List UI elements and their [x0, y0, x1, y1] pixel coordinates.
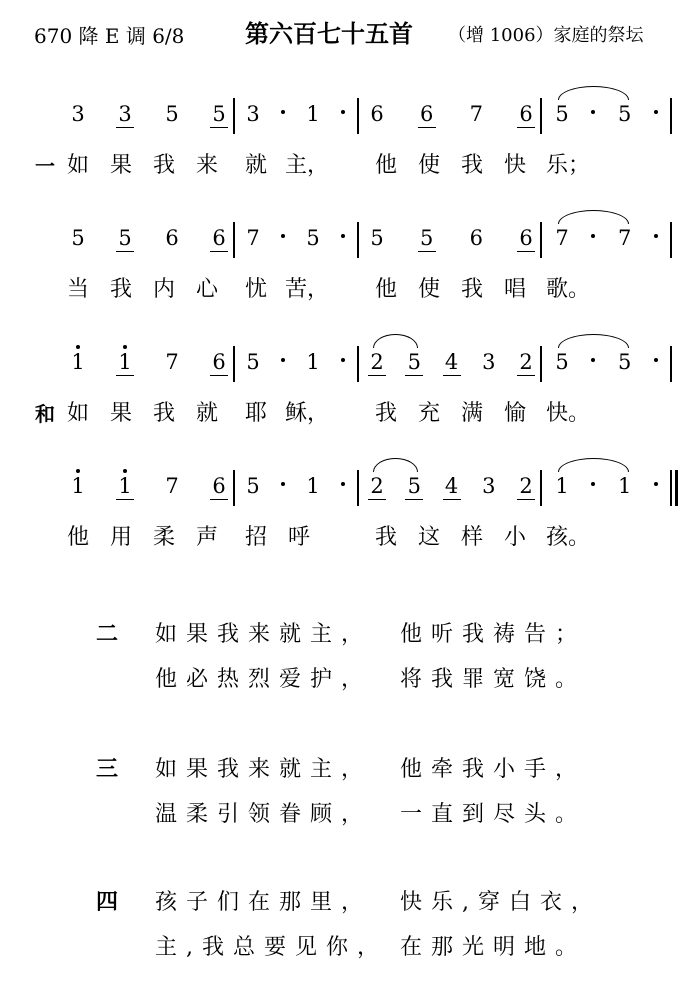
lyric-char: 忧	[244, 277, 267, 302]
note	[552, 350, 572, 374]
verse-lead-marker: 一	[35, 154, 55, 178]
note	[442, 350, 462, 374]
additional-verses	[0, 620, 700, 960]
duration-dot	[654, 358, 658, 362]
duration-dot	[281, 110, 285, 114]
eighth-underline	[116, 499, 134, 500]
note	[552, 102, 572, 126]
lyric-char: 当	[66, 277, 89, 302]
lyric-char: 他	[374, 277, 397, 302]
note	[209, 474, 229, 498]
lyric-char: 招	[244, 525, 267, 550]
barline	[233, 98, 235, 134]
note	[442, 474, 462, 498]
duration-dot	[654, 482, 658, 486]
barline	[670, 346, 672, 382]
lyric-char: 如	[66, 153, 89, 178]
note	[516, 350, 536, 374]
song-title: 第六百七十五首	[245, 20, 413, 48]
note-digit: 3	[482, 350, 496, 374]
eighth-underline	[116, 375, 134, 376]
note	[303, 474, 323, 498]
note-digit: 1	[555, 474, 569, 498]
lyric-char: 用	[109, 525, 132, 550]
verse-number: 三	[96, 757, 119, 782]
note-digit: 6	[165, 226, 179, 250]
eighth-underline	[517, 127, 535, 128]
note	[68, 102, 88, 126]
slur	[558, 86, 629, 100]
verse-line: 孩子们在那里，	[155, 890, 373, 915]
note	[115, 350, 135, 374]
note	[466, 226, 486, 250]
slur	[558, 458, 629, 472]
note	[404, 350, 424, 374]
lyric-char: 我	[109, 277, 132, 302]
lyric-char: 快	[503, 153, 526, 178]
note	[68, 226, 88, 250]
slur	[558, 210, 629, 224]
note	[115, 474, 135, 498]
note-digit: 4	[444, 350, 459, 374]
lyric-char: 充	[417, 401, 440, 426]
lyric-char: 我	[374, 525, 397, 550]
note	[209, 350, 229, 374]
score-system-4	[0, 470, 700, 580]
note	[516, 226, 536, 250]
note	[68, 350, 88, 374]
note-digit: 6	[212, 350, 226, 374]
lyric-char: 果	[109, 401, 132, 426]
lyric-char: 主，	[285, 153, 330, 178]
note	[243, 226, 263, 250]
barline	[670, 470, 672, 506]
note-digit: 6	[519, 226, 533, 250]
lyric-char: 我	[152, 401, 175, 426]
lyric-char: 我	[460, 277, 483, 302]
lyric-char: 使	[417, 153, 440, 178]
note	[303, 350, 323, 374]
barline	[540, 98, 542, 134]
eighth-underline	[517, 375, 535, 376]
lyric-char: 我	[460, 153, 483, 178]
note-digit: 5	[617, 102, 632, 126]
note	[367, 474, 387, 498]
notation-row	[0, 346, 700, 386]
verse-line: 在那光明地。	[400, 935, 587, 960]
eighth-underline	[210, 251, 228, 252]
slur	[373, 458, 418, 472]
song-number-key-meter: 670 降 E 调 6/8	[34, 24, 185, 48]
lyric-char: 呼	[287, 525, 310, 550]
note-digit: 1	[118, 350, 132, 374]
lyric-char: 我	[152, 153, 175, 178]
note-digit: 5	[617, 350, 632, 374]
note-digit: 5	[306, 226, 320, 250]
duration-dot	[654, 110, 658, 114]
note-digit: 6	[212, 226, 226, 250]
note-digit: 5	[407, 474, 421, 498]
note	[479, 350, 499, 374]
lyric-char: 孩。	[546, 525, 591, 550]
note-digit: 7	[165, 474, 179, 498]
note	[615, 350, 635, 374]
lyric-char: 愉	[503, 401, 526, 426]
note	[243, 474, 263, 498]
eighth-underline	[210, 375, 228, 376]
note-digit: 1	[118, 474, 132, 498]
high-octave-dot	[123, 345, 127, 349]
note-digit: 7	[469, 102, 484, 126]
eighth-underline	[418, 127, 436, 128]
notation-row	[0, 470, 700, 510]
barline	[670, 98, 672, 134]
note	[115, 226, 135, 250]
note	[552, 474, 572, 498]
note-digit: 1	[306, 102, 320, 126]
eighth-underline	[418, 251, 436, 252]
note	[303, 226, 323, 250]
verse-line: 他必热烈爱护，	[155, 667, 373, 692]
verse-line: 他听我祷告；	[400, 622, 587, 647]
eighth-underline	[368, 499, 386, 500]
eighth-underline	[517, 499, 535, 500]
eighth-underline	[210, 499, 228, 500]
note	[209, 102, 229, 126]
verse-line: 如果我来就主，	[155, 622, 373, 647]
barline	[357, 346, 359, 382]
lyric-char: 小	[503, 525, 526, 550]
lyric-row	[0, 276, 700, 306]
lyric-char: 他	[66, 525, 89, 550]
note	[466, 102, 486, 126]
note-digit: 5	[555, 350, 569, 374]
high-octave-dot	[123, 469, 127, 473]
note-digit: 2	[519, 350, 533, 374]
barline	[540, 346, 542, 382]
note	[516, 474, 536, 498]
lyric-char: 耶	[244, 401, 267, 426]
verse-line: 快乐,穿白衣，	[400, 890, 602, 915]
song-subtitle: （增 1006）家庭的祭坛	[448, 25, 644, 46]
eighth-underline	[116, 127, 134, 128]
slur	[373, 334, 418, 348]
notation-row	[0, 222, 700, 262]
barline	[540, 470, 542, 506]
note	[243, 102, 263, 126]
note-digit: 7	[617, 226, 632, 250]
note-digit: 5	[419, 226, 434, 250]
lyric-char: 如	[66, 401, 89, 426]
high-octave-dot	[76, 345, 80, 349]
song-header	[0, 14, 700, 50]
note	[162, 226, 182, 250]
lyric-char: 快。	[546, 401, 591, 426]
note-digit: 5	[71, 226, 85, 250]
note	[615, 226, 635, 250]
note	[479, 474, 499, 498]
eighth-underline	[405, 499, 423, 500]
lyric-char: 心	[195, 277, 218, 302]
duration-dot	[281, 482, 285, 486]
barline	[233, 346, 235, 382]
lyric-char: 乐；	[546, 153, 591, 178]
lyric-char: 我	[374, 401, 397, 426]
note	[367, 350, 387, 374]
score-system-3	[0, 346, 700, 456]
note-digit: 5	[555, 102, 569, 126]
verse-line: 如果我来就主，	[155, 757, 373, 782]
lyric-char: 声	[195, 525, 218, 550]
lyric-char: 果	[109, 153, 132, 178]
eighth-underline	[517, 251, 535, 252]
duration-dot	[281, 358, 285, 362]
lyric-char: 满	[460, 401, 483, 426]
duration-dot	[591, 110, 595, 114]
score-system-1	[0, 98, 700, 208]
note	[552, 226, 572, 250]
note-digit: 5	[246, 350, 260, 374]
note-digit: 1	[71, 474, 85, 498]
high-octave-dot	[76, 469, 80, 473]
note-digit: 2	[519, 474, 533, 498]
note	[68, 474, 88, 498]
duration-dot	[341, 482, 345, 486]
barline	[670, 222, 672, 258]
note-digit: 2	[370, 350, 384, 374]
eighth-underline	[210, 127, 228, 128]
verse-lead-marker: 和	[35, 402, 55, 426]
lyric-char: 来	[195, 153, 218, 178]
verse-line: 将我罪宽饶。	[400, 667, 587, 692]
eighth-underline	[443, 375, 461, 376]
score-system-2	[0, 222, 700, 332]
note-digit: 5	[165, 102, 179, 126]
lyric-char: 使	[417, 277, 440, 302]
note-digit: 3	[482, 474, 496, 498]
note-digit: 5	[246, 474, 260, 498]
lyric-char: 就	[244, 153, 267, 178]
note-digit: 6	[469, 226, 484, 250]
note-digit: 1	[306, 350, 320, 374]
eighth-underline	[368, 375, 386, 376]
note	[417, 226, 437, 250]
note-digit: 1	[306, 474, 320, 498]
note-digit: 7	[246, 226, 260, 250]
eighth-underline	[116, 251, 134, 252]
verse-line: 一直到尽头。	[400, 802, 587, 827]
verse-number: 二	[96, 622, 119, 647]
note-digit: 7	[165, 350, 179, 374]
lyric-char: 内	[152, 277, 175, 302]
note	[162, 350, 182, 374]
barline	[233, 470, 235, 506]
note-digit: 6	[419, 102, 434, 126]
duration-dot	[654, 234, 658, 238]
barline	[357, 98, 359, 134]
note-digit: 5	[407, 350, 421, 374]
lyric-char: 柔	[152, 525, 175, 550]
notation-row	[0, 98, 700, 138]
note	[162, 102, 182, 126]
duration-dot	[591, 358, 595, 362]
note-digit: 3	[71, 102, 85, 126]
note-digit: 4	[444, 474, 459, 498]
note-digit: 5	[118, 226, 132, 250]
lyric-char: 歌。	[546, 277, 591, 302]
eighth-underline	[443, 499, 461, 500]
lyric-char: 稣，	[285, 401, 330, 426]
barline	[357, 222, 359, 258]
note-digit: 1	[71, 350, 85, 374]
lyric-row	[0, 524, 700, 554]
duration-dot	[341, 358, 345, 362]
note	[209, 226, 229, 250]
note-digit: 6	[212, 474, 226, 498]
note	[303, 102, 323, 126]
lyric-char: 样	[460, 525, 483, 550]
verse-line: 温柔引领眷顾，	[155, 802, 373, 827]
verse-number: 四	[96, 890, 119, 915]
duration-dot	[341, 110, 345, 114]
note	[367, 226, 387, 250]
duration-dot	[591, 482, 595, 486]
note	[417, 102, 437, 126]
barline	[233, 222, 235, 258]
note-digit: 7	[555, 226, 569, 250]
note	[115, 102, 135, 126]
note	[516, 102, 536, 126]
lyric-row	[0, 400, 700, 430]
note	[162, 474, 182, 498]
final-barline	[675, 470, 678, 506]
lyric-char: 苦，	[285, 277, 330, 302]
lyric-char: 唱	[503, 277, 526, 302]
note	[404, 474, 424, 498]
note-digit: 2	[370, 474, 384, 498]
note-digit: 5	[370, 226, 384, 250]
note-digit: 6	[519, 102, 533, 126]
note	[367, 102, 387, 126]
note	[615, 102, 635, 126]
barline	[357, 470, 359, 506]
slur	[558, 334, 629, 348]
note-digit: 1	[617, 474, 632, 498]
lyric-row	[0, 152, 700, 182]
note-digit: 3	[246, 102, 260, 126]
note-digit: 3	[118, 102, 132, 126]
note	[615, 474, 635, 498]
verse-line: 主,我总要见你，	[155, 935, 388, 960]
duration-dot	[281, 234, 285, 238]
lyric-char: 这	[417, 525, 440, 550]
note-digit: 6	[370, 102, 384, 126]
note	[243, 350, 263, 374]
note-digit: 5	[212, 102, 226, 126]
verse-line: 他牵我小手，	[400, 757, 587, 782]
duration-dot	[591, 234, 595, 238]
barline	[540, 222, 542, 258]
eighth-underline	[405, 375, 423, 376]
duration-dot	[341, 234, 345, 238]
lyric-char: 就	[195, 401, 218, 426]
lyric-char: 他	[374, 153, 397, 178]
